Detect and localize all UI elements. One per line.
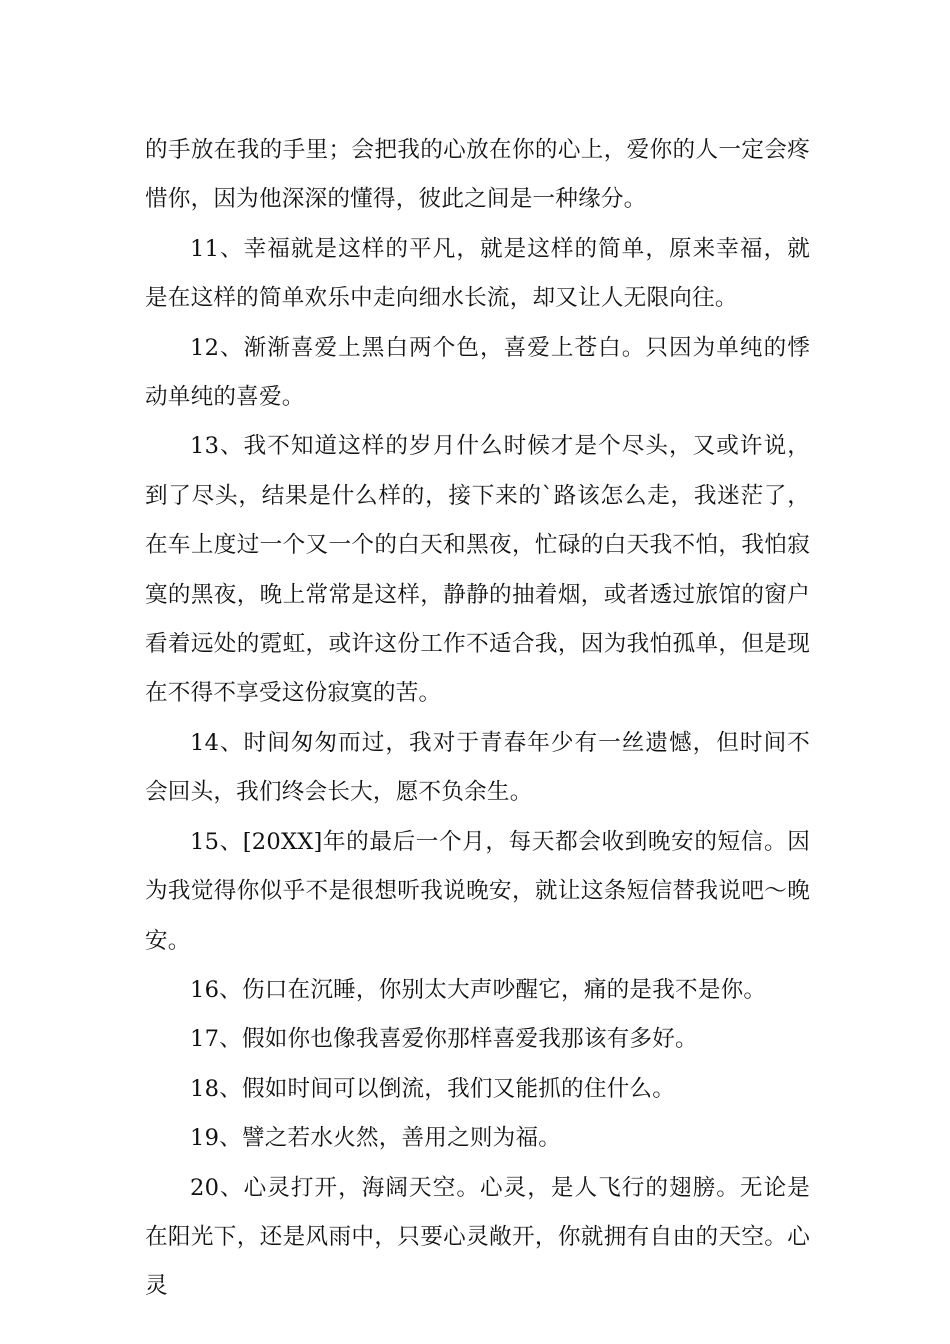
paragraph-20: 20、心灵打开，海阔天空。心灵，是人飞行的翅膀。无论是在阳光下，还是风雨中，只要心灵敞开，你就拥有自由的天空。心灵 [145,1174,810,1300]
paragraph-10-continued: 的手放在我的手里；会把我的心放在你的心上，爱你的人一定会疼惜你，因为他深深的懂得，彼此之间是一种缘分。 [145,137,810,213]
paragraph-16: 16、伤口在沉睡，你别太大声吵醒它，痛的是我不是你。 [190,976,767,1003]
paragraph-15: 15、[20XX]年的最后一个月，每天都会收到晚安的短信。因为我觉得你似乎不是很想听我说晚安，就让这条短信替我说吧～晚安。 [145,828,810,954]
paragraph-14: 14、时间匆匆而过，我对于青春年少有一丝遗憾，但时间不会回头，我们终会长大，愿不负余生。 [145,729,810,806]
paragraph-12: 12、渐渐喜爱上黑白两个色，喜爱上苍白。只因为单纯的悸动单纯的喜爱。 [145,334,810,411]
paragraph-18: 18、假如时间可以倒流，我们又能抓的住什么。 [190,1075,676,1102]
paragraph-13: 13、我不知道这样的岁月什么时候才是个尽头，又或许说，到了尽头，结果是什么样的，接下来的`路该怎么走，我迷茫了，在车上度过一个又一个的白天和黑夜，忙碌的白天我不怕，我怕寂寞的黑夜，晚上常常是这样，静静的抽着烟，或者透过旅馆的窗户看着远处的霓虹，或许这份工作不适合我，因为我怕孤单，但是现在不得不享受这份寂寞的苦。 [145,433,810,707]
paragraph-11: 11、幸福就是这样的平凡，就是这样的简单，原来幸福，就是在这样的简单欢乐中走向细水长流，却又让人无限向往。 [145,235,810,312]
paragraph-19: 19、譬之若水火然，善用之则为福。 [190,1125,562,1152]
paragraph-17: 17、假如你也像我喜爱你那样喜爱我那该有多好。 [190,1026,698,1053]
document-body [145,126,810,1312]
